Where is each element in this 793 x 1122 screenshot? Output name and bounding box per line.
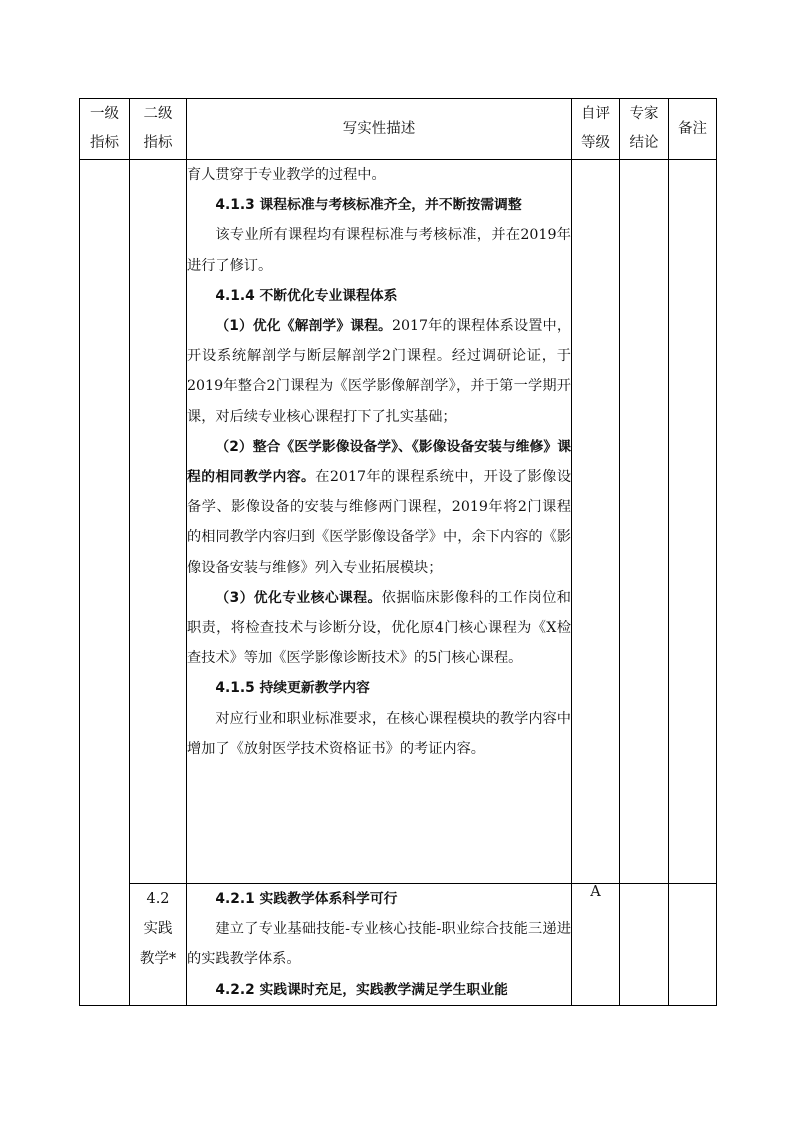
description-paragraph (187, 975, 571, 1005)
header-description: 写实性描述 (187, 99, 572, 160)
paragraph-text: 在2017年的课程系统中，开设了影像设备学、影像设备的安装与维修两门课程，2019年将2门课程的相同教学内容归到《医学影像设备学》中，余下内容的《影像设备安装与维修》列入专业拓展模块； (187, 469, 572, 576)
description-paragraph (187, 281, 571, 311)
header-remarks: 备注 (669, 99, 717, 160)
header-self-grade: 自评 等级 (572, 99, 620, 160)
description-paragraph (187, 884, 571, 914)
description-4-1 (187, 160, 572, 884)
description-paragraph (187, 704, 571, 764)
cell-level1 (80, 160, 130, 1006)
cell-remark-4-1 (669, 160, 717, 884)
row-4-1 (80, 160, 717, 884)
description-paragraph (187, 190, 571, 220)
paragraph-heading: （2）整合《医学影像设备学》、《影像设备安装与维修》课程的相同教学内容。 (187, 438, 571, 486)
header-level2: 二级 指标 (130, 99, 187, 160)
indicator-4-2: 4.2 实践 教学* (130, 884, 187, 1006)
self-grade-4-2: A (572, 884, 620, 1006)
paragraph-heading: （3）优化专业核心课程。 (215, 589, 382, 606)
description-paragraph (187, 220, 571, 280)
header-expert-conclusion: 专家 结论 (620, 99, 669, 160)
paragraph-text: 育人贯穿于专业教学的过程中。 (187, 167, 386, 183)
paragraph-heading: 4.1.3 课程标准与考核标准齐全，并不断按需调整 (215, 197, 522, 214)
cell-expert-4-2 (620, 884, 669, 1006)
header-row (80, 99, 717, 160)
cell-grade-4-1 (572, 160, 620, 884)
paragraph-text: 建立了专业基础技能-专业核心技能-职业综合技能三递进的实践教学体系。 (187, 921, 571, 968)
description-paragraph (187, 432, 571, 583)
cell-level2-4-1 (130, 160, 187, 884)
paragraph-heading: 4.1.5 持续更新教学内容 (215, 680, 370, 697)
description-paragraph (187, 583, 571, 674)
description-paragraph (187, 673, 571, 703)
paragraph-text: 对应行业和职业标准要求，在核心课程模块的教学内容中增加了《放射医学技术资格证书》的考证内容。 (187, 710, 571, 757)
paragraph-text: 该专业所有课程均有课程标准与考核标准，并在2019年进行了修订。 (187, 227, 571, 274)
header-level1: 一级 指标 (80, 99, 130, 160)
paragraph-text: 2017年的课程体系设置中，开设系统解剖学与断层解剖学2门课程。经过调研论证，于2019年整合2门课程为《医学影像解剖学》，并于第一学期开课，对后续专业核心课程打下了扎实基础； (187, 318, 572, 425)
description-paragraph (187, 160, 571, 190)
paragraph-heading: 4.1.4 不断优化专业课程体系 (215, 287, 398, 304)
description-4-2 (187, 884, 572, 1006)
cell-remark-4-2 (669, 884, 717, 1006)
paragraph-heading: （1）优化《解剖学》课程。 (215, 318, 392, 335)
evaluation-table (79, 98, 717, 1006)
row-4-2 (80, 884, 717, 1006)
cell-expert-4-1 (620, 160, 669, 884)
paragraph-heading: 4.2.1 实践教学体系科学可行 (215, 891, 398, 907)
paragraph-heading: 4.2.2 实践课时充足，实践教学满足学生职业能 (215, 981, 508, 998)
paragraph-text: 依据临床影像科的工作岗位和职责，将检查技术与诊断分设，优化原4门核心课程为《X检查技术》等加《医学影像诊断技术》的5门核心课程。 (187, 589, 571, 667)
description-paragraph (187, 914, 571, 974)
description-paragraph (187, 311, 571, 432)
